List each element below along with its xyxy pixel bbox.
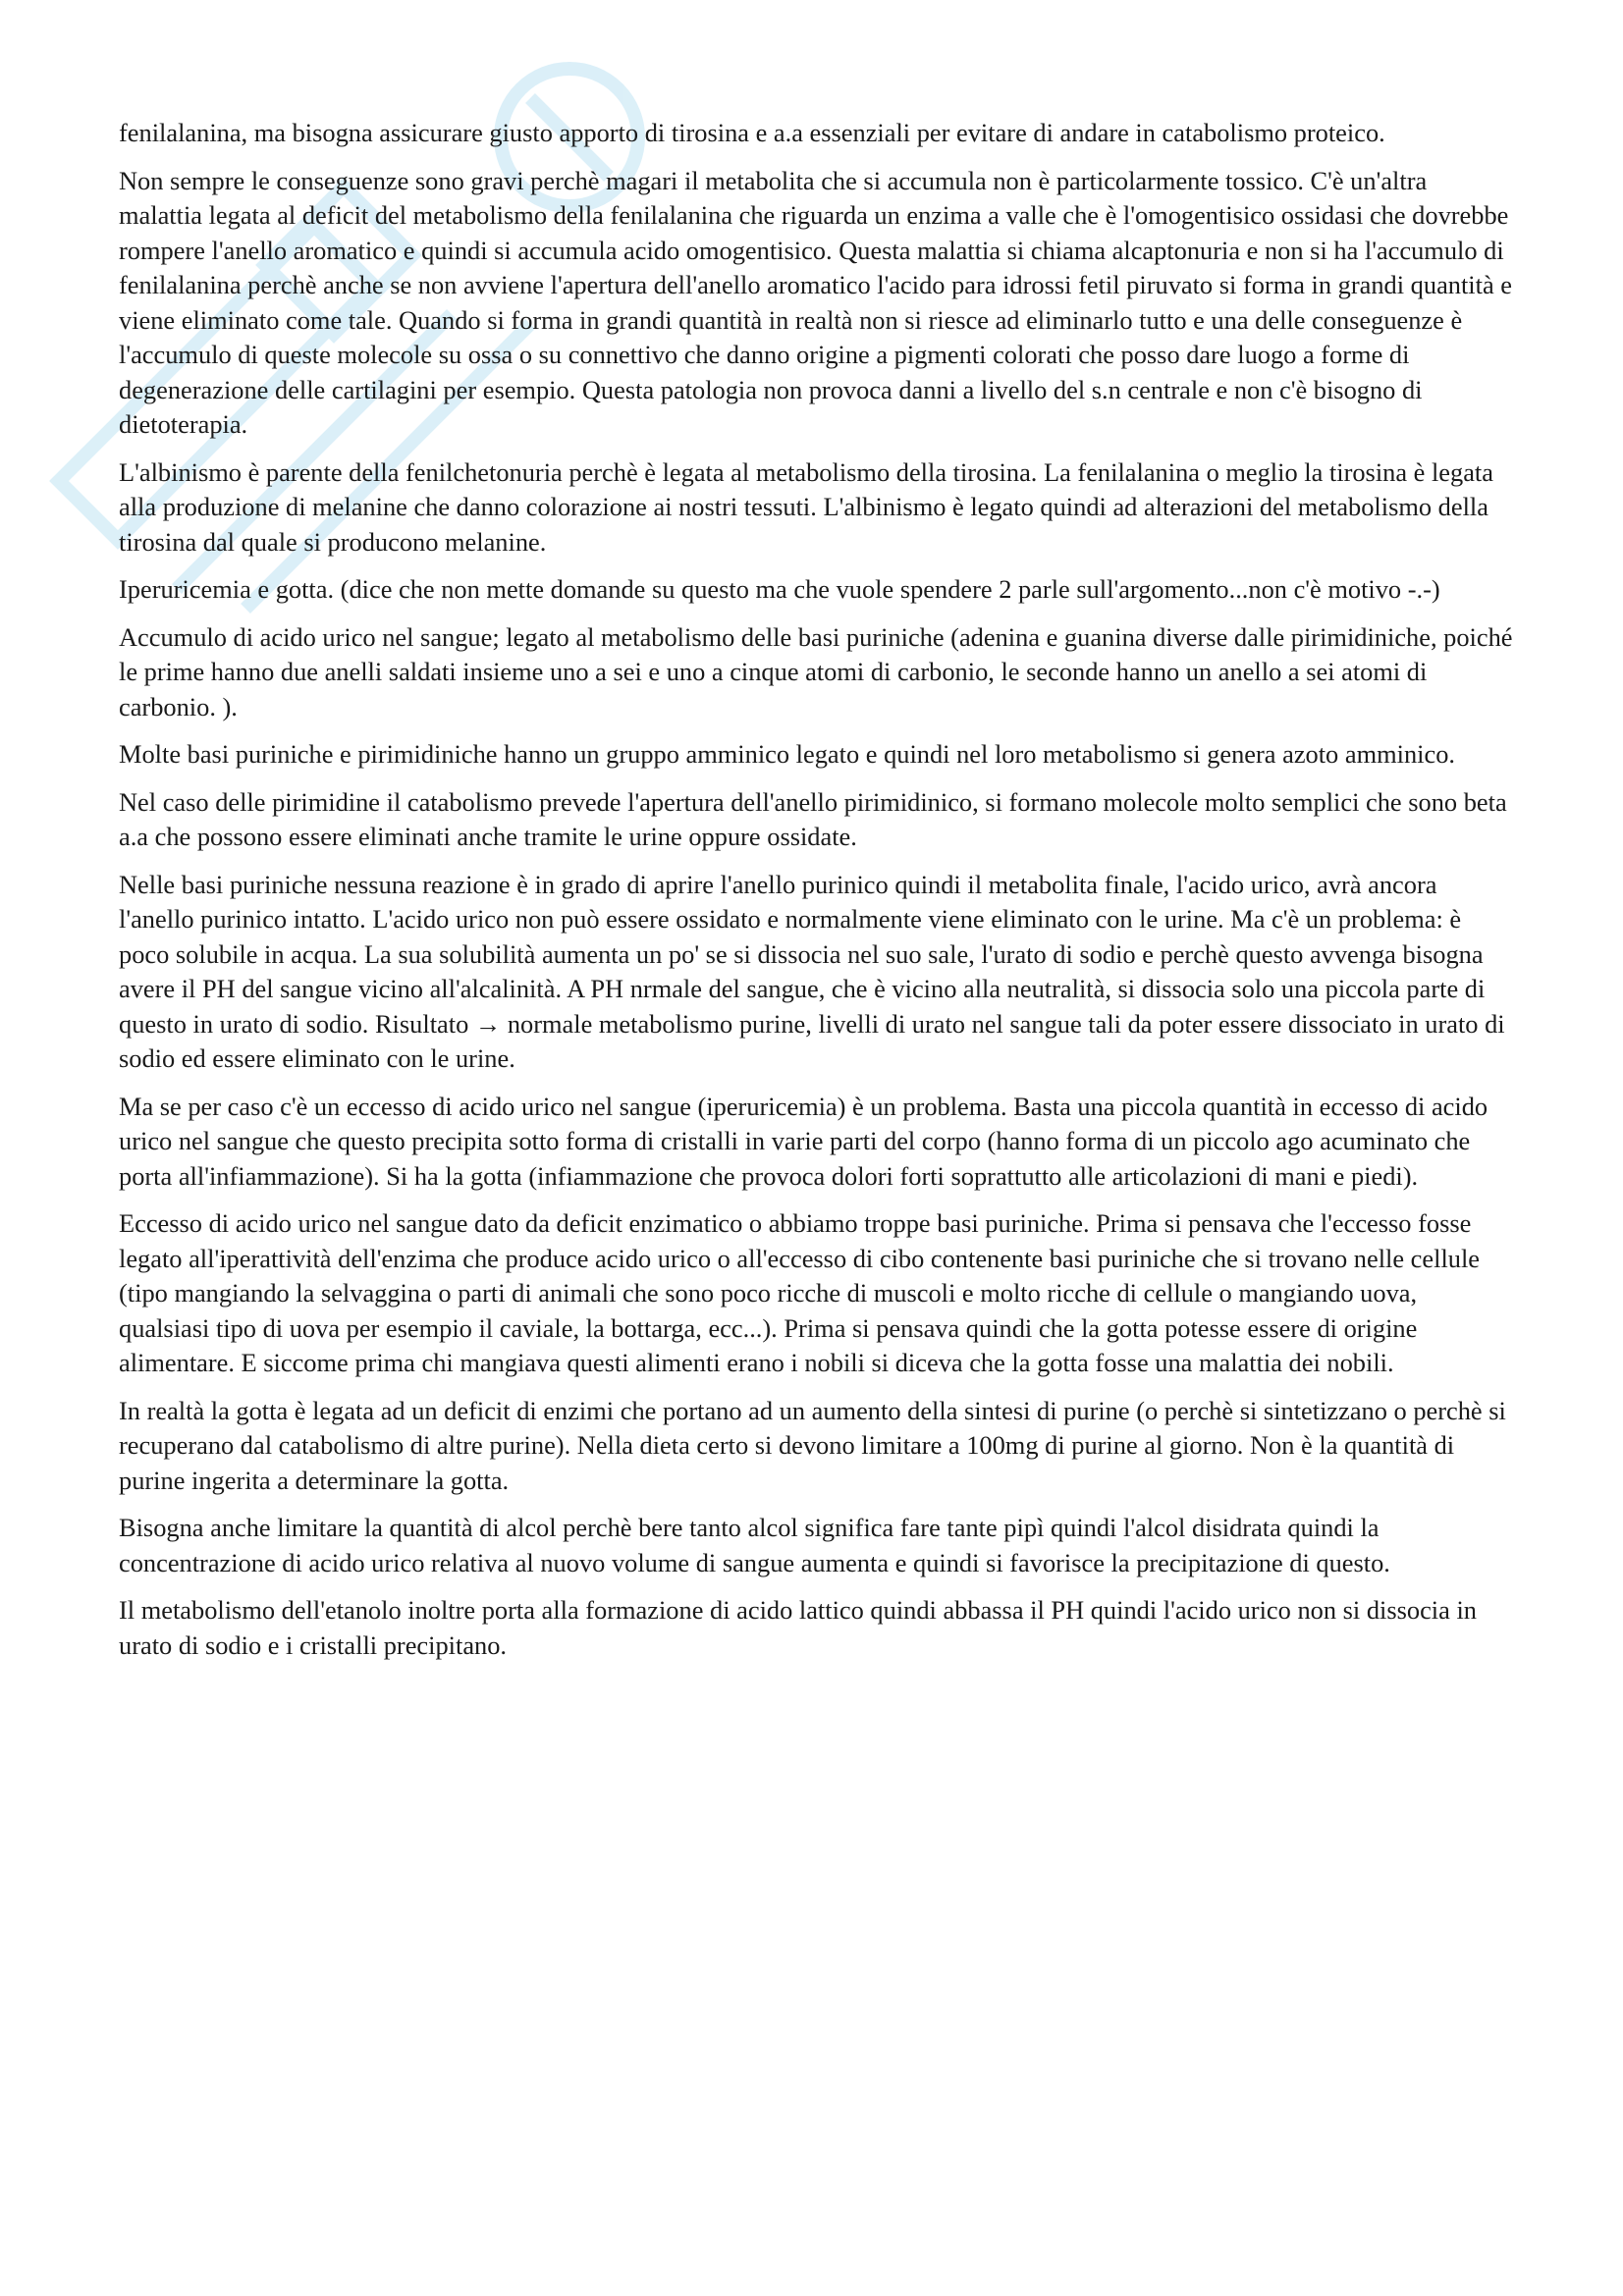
paragraph-13: Il metabolismo dell'etanolo inoltre porta alla formazione di acido lattico quindi abbassa il PH quindi l'acido urico non si dissocia in urato di sodio e i cristalli precipitano. — [119, 1595, 1477, 1660]
paragraph-6: Molte basi puriniche e pirimidiniche hanno un gruppo amminico legato e quindi nel loro metabolismo si genera azoto amminico. — [119, 739, 1455, 769]
paragraph-11: In realtà la gotta è legata ad un deficit di enzimi che portano ad un aumento della sintesi di purine (o perchè si sintetizzano o perchè si recuperano dal catabolismo di altre purine). Nella dieta certo si devono limitare a 100mg di purine al giorno. Non è la quantità di purine ingerita a determinare la gotta. — [119, 1395, 1506, 1495]
paragraph-4: Iperuricemia e gotta. (dice che non mette domande su questo ma che vuole spendere 2 parle sull'argomento...non c'è motivo -.-) — [119, 574, 1440, 604]
paragraph-7: Nel caso delle pirimidine il catabolismo prevede l'apertura dell'anello pirimidinico, si formano molecole molto semplici che sono beta a.a che possono essere eliminati anche tramite le urine oppure ossidate. — [119, 786, 1507, 851]
paragraph-3: L'albinismo è parente della fenilchetonuria perchè è legata al metabolismo della tirosina. La fenilalanina o meglio la tirosina è legata alla produzione di melanine che danno colorazione ai nostri tessuti. L'albinismo è legato quindi ad alterazioni del metabolismo della tirosina dal quale si producono melanine. — [119, 456, 1493, 557]
paragraph-10: Eccesso di acido urico nel sangue dato da deficit enzimatico o abbiamo troppe basi puriniche. Prima si pensava che l'eccesso fosse legato all'iperattività dell'enzima che produce acido urico o all'eccesso di cibo contenente basi puriniche che si trovano nelle cellule (tipo mangiando la selvaggina o parti di animali che sono poco ricche di muscoli e molto ricche di cellule o mangiando uova, qualsiasi tipo di uova per esempio il caviale, la bottarga, ecc...). Prima si pensava quindi che la gotta potesse essere di origine alimentare. E siccome prima chi mangiava questi alimenti erano i nobili si diceva che la gotta fosse una malattia dei nobili. — [119, 1208, 1481, 1377]
paragraph-2: Non sempre le conseguenze sono gravi perchè magari il metabolita che si accumula non è particolarmente tossico. C'è un'altra malattia legata al deficit del metabolismo della fenilalanina che riguarda un enzima a valle che è l'omogentisico ossidasi che dovrebbe rompere l'anello aromatico e quindi si accumula acido omogentisico. Questa malattia si chiama alcaptonuria e non si ha l'accumulo di fenilalanina perchè anche se non avviene l'apertura dell'anello aromatico l'acido para idrossi fetil piruvato si forma in grandi quantità e viene eliminato come tale. Quando si forma in grandi quantità in realtà non si riesce ad eliminarlo tutto e una delle conseguenze è l'accumulo di queste molecole su ossa o su connettivo che danno origine a pigmenti colorati che posso dare luogo a forme di degenerazione delle cartilagini per esempio. Questa patologia non provoca danni a livello del s.n centrale e non c'è bisogno di dietoterapia. — [119, 165, 1512, 439]
paragraph-8: Nelle basi puriniche nessuna reazione è in grado di aprire l'anello purinico quindi il metabolita finale, l'acido urico, avrà ancora l'anello purinico intatto. L'acido urico non può essere ossidato e normalmente viene eliminato con le urine. Ma c'è un problema: è poco solubile in acqua. La sua solubilità aumenta un po' se si dissocia nel suo sale, l'urato di sodio e perchè questo avvenga bisogna avere il PH del sangue vicino all'alcalinità. A PH nrmale del sangue, che è vicino alla neutralità, si dissocia solo una piccola parte di questo in urato di sodio. Risultato → normale metabolismo purine, livelli di urato nel sangue tali da poter essere dissociato in urato di sodio ed essere eliminato con le urine. — [119, 869, 1505, 1073]
paragraph-1: fenilalanina, ma bisogna assicurare giusto apporto di tirosina e a.a essenziali per evitare di andare in catabolismo proteico. — [119, 118, 1385, 147]
document-page — [119, 116, 1513, 1676]
paragraph-5: Accumulo di acido urico nel sangue; legato al metabolismo delle basi puriniche (adenina e guanina diverse dalle pirimidiniche, poiché le prime hanno due anelli saldati insieme uno a sei e uno a cinque atomi di carbonio, le seconde hanno un anello a sei atomi di carbonio. ). — [119, 621, 1513, 721]
paragraph-12: Bisogna anche limitare la quantità di alcol perchè bere tanto alcol significa fare tante pipì quindi l'alcol disidrata quindi la concentrazione di acido urico relativa al nuovo volume di sangue aumenta e quindi si favorisce la precipitazione di questo. — [119, 1513, 1390, 1577]
paragraph-9: Ma se per caso c'è un eccesso di acido urico nel sangue (iperuricemia) è un problema. Basta una piccola quantità in eccesso di acido urico nel sangue che questo precipita sotto forma di cristalli in varie parti del corpo (hanno forma di un piccolo ago acuminato che porta all'infiammazione). Si ha la gotta (infiammazione che provoca dolori forti soprattutto alle articolazioni di mani e piedi). — [119, 1091, 1488, 1191]
